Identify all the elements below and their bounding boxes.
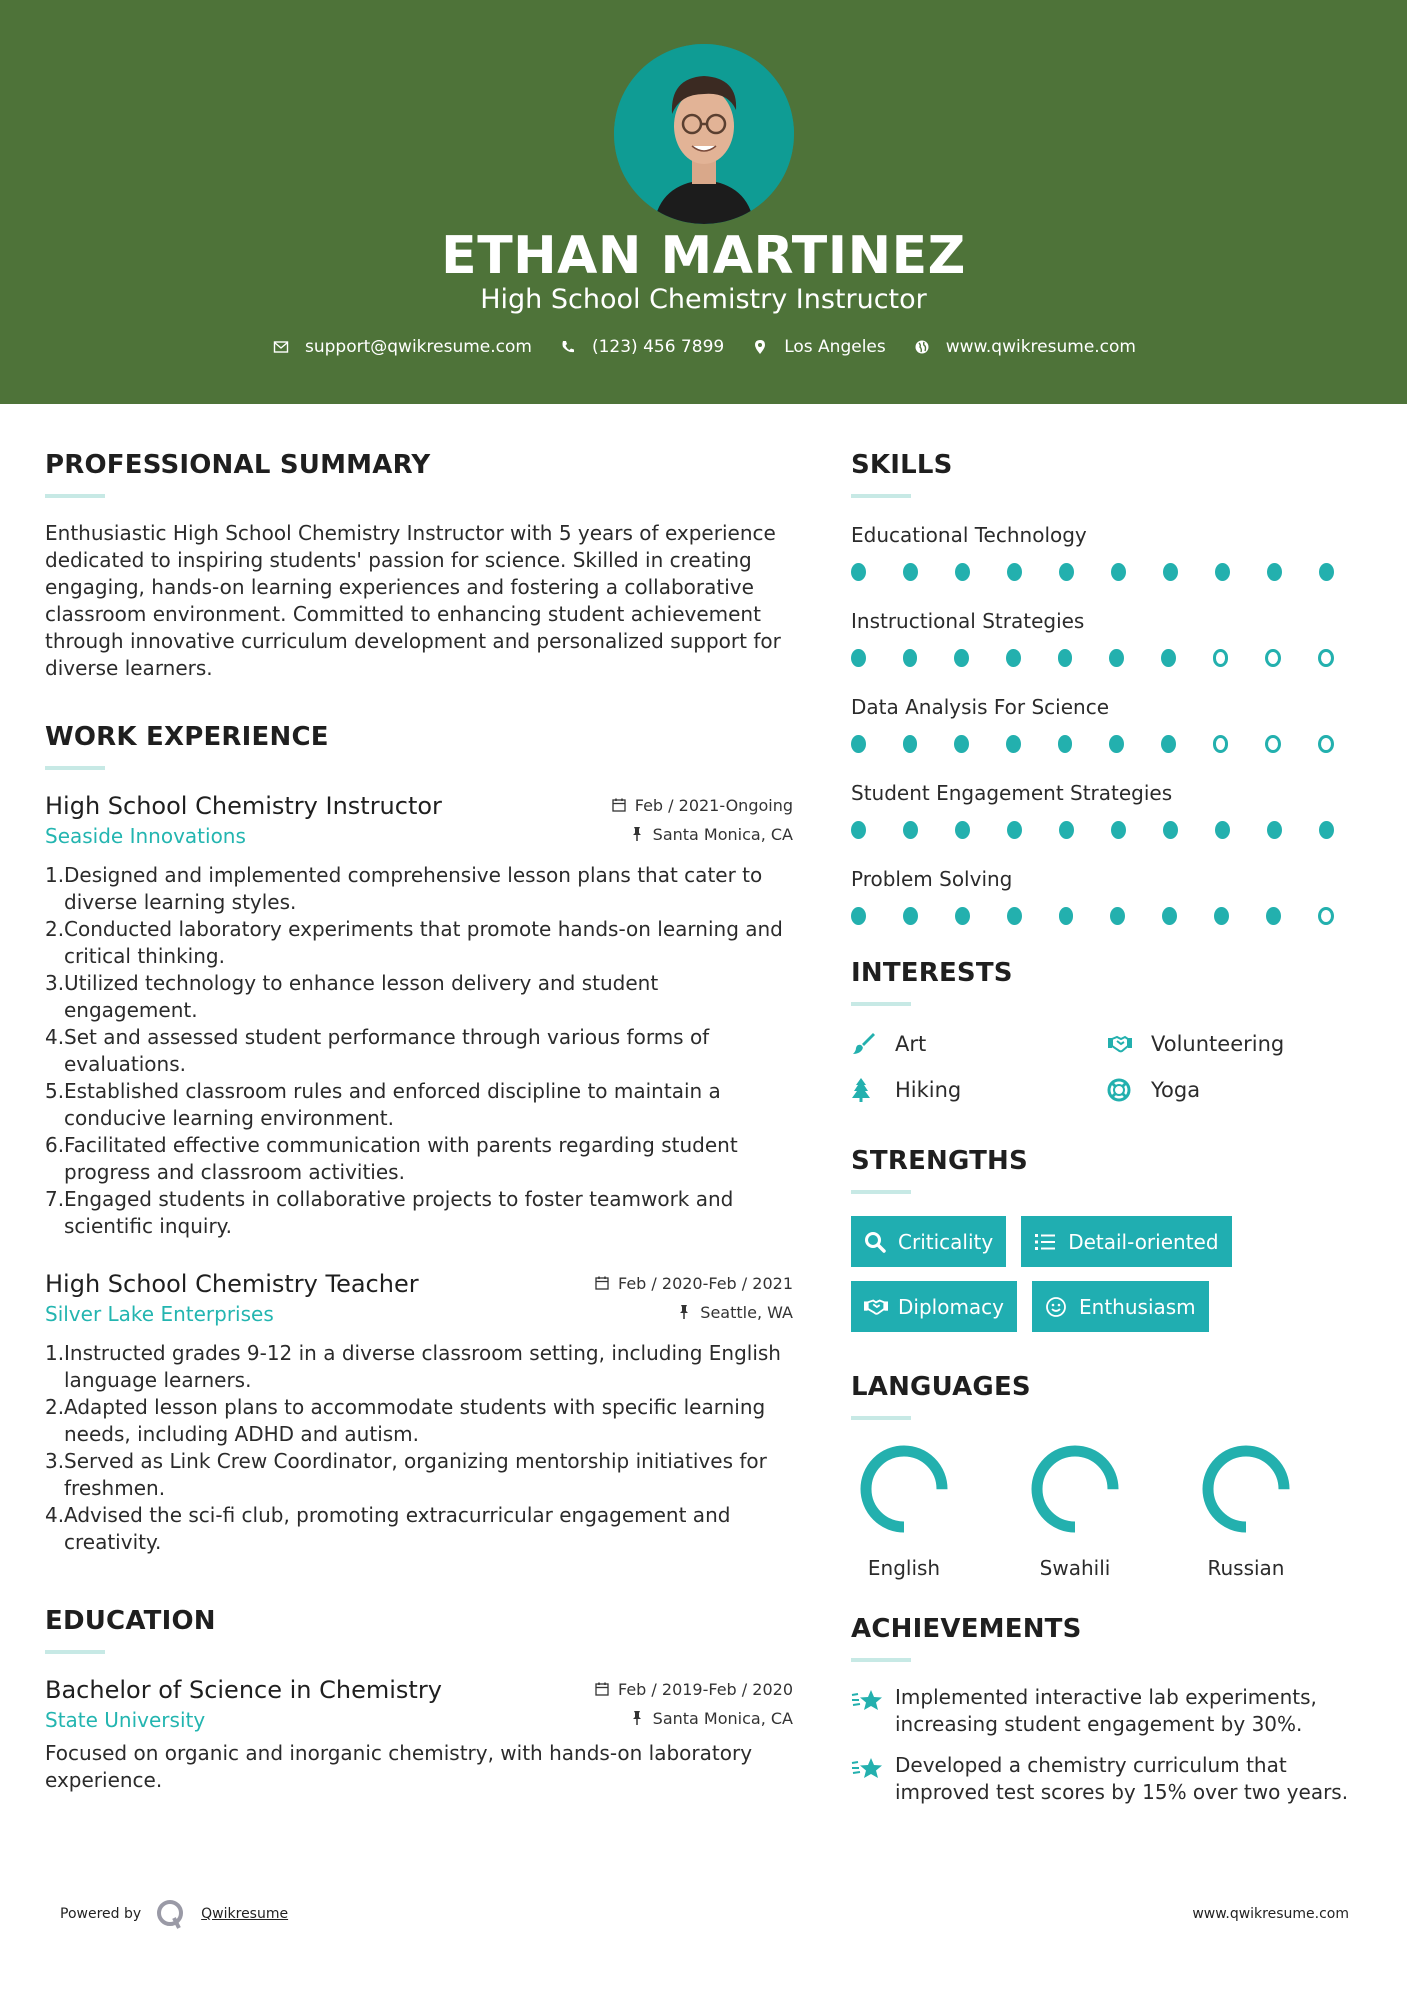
achievements-heading: ACHIEVEMENTS: [851, 1614, 1082, 1644]
achievement-item: Implemented interactive lab experiments, increasing student engagement by 30%.: [851, 1684, 1371, 1738]
rating-dot-filled: [1007, 563, 1022, 581]
job-location: [676, 1299, 793, 1325]
rating-dot-filled: [903, 821, 918, 839]
job-bullets: [45, 862, 793, 1240]
summary-section: [45, 450, 793, 682]
calendar-icon: [611, 797, 627, 813]
list-item: 1. Designed and implemented comprehensive lesson plans that cater to diverse learning styles.: [45, 863, 763, 914]
education-heading: EDUCATION: [45, 1606, 216, 1636]
job-title: High School Chemistry Teacher: [45, 1270, 419, 1298]
rating-dot-empty: [1318, 907, 1334, 925]
list-item: 1. Instructed grades 9-12 in a diverse classroom setting, including English language learners.: [45, 1341, 781, 1392]
experience-heading: WORK EXPERIENCE: [45, 722, 329, 752]
person-photo-icon: [614, 44, 794, 224]
skill-rating: [851, 722, 1371, 766]
section-divider: [851, 1002, 911, 1006]
list-item: 4. Advised the sci-fi club, promoting extracurricular engagement and creativity.: [45, 1503, 731, 1554]
experience-section: [45, 722, 793, 1556]
pushpin-icon: [676, 1304, 692, 1320]
rating-dot-filled: [1215, 821, 1230, 839]
rating-dot-filled: [954, 735, 969, 753]
rating-dot-filled: [1006, 735, 1021, 753]
education-location: [629, 1705, 793, 1731]
languages-heading: LANGUAGES: [851, 1372, 1031, 1402]
summary-text: Enthusiastic High School Chemistry Instructor with 5 years of experience dedicated to inspiring students' passion for science. Skilled in creating engaging, hands-on learning experiences and fostering a collaborative classroom environment. Committed to enhancing student achievement through innovative curriculum development and personalized support for diverse learners.: [45, 521, 781, 680]
rating-dot-filled: [903, 907, 918, 925]
rating-dot-filled: [1161, 649, 1176, 667]
skill-item: [851, 864, 1371, 938]
rating-dot-filled: [851, 907, 866, 925]
list-item: 4. Set and assessed student performance through various forms of evaluations.: [45, 1025, 710, 1076]
rating-dot-filled: [1059, 821, 1074, 839]
language-name: English: [867, 1556, 941, 1580]
rating-dot-filled: [1266, 907, 1281, 925]
rating-dot-empty: [1213, 649, 1229, 667]
job-dates: [611, 792, 793, 818]
qwikresume-logo-icon: [155, 1898, 187, 1930]
calendar-icon: [594, 1681, 610, 1697]
footer-powered-by: [60, 1898, 288, 1930]
contact-phone-text: (123) 456 7899: [591, 337, 725, 357]
rating-dot-filled: [903, 735, 918, 753]
education-location-text: Santa Monica, CA: [652, 1708, 793, 1728]
language-progress-ring-icon: [857, 1442, 951, 1536]
rating-dot-empty: [1318, 649, 1334, 667]
summary-heading: PROFESSIONAL SUMMARY: [45, 450, 431, 480]
language-name: Swahili: [1039, 1556, 1111, 1580]
skill-rating: [851, 550, 1371, 594]
list-item: 6. Facilitated effective communication with parents regarding student progress and classroom activities.: [45, 1133, 738, 1184]
paintbrush-icon: [851, 1031, 881, 1057]
skills-section: [851, 450, 1371, 938]
rating-dot-empty: [1318, 735, 1334, 753]
skill-item: [851, 778, 1371, 852]
section-divider: [851, 494, 911, 498]
footer-website[interactable]: www.qwikresume.com: [1192, 1906, 1349, 1922]
contact-email-text: support@qwikresume.com: [305, 337, 532, 357]
achievements-section: [851, 1614, 1371, 1806]
languages-section: [851, 1372, 1371, 1580]
rating-dot-filled: [1215, 563, 1230, 581]
envelope-icon: [271, 337, 291, 357]
rating-dot-filled: [1059, 907, 1074, 925]
rating-dot-filled: [851, 735, 866, 753]
life-ring-icon: [1107, 1077, 1137, 1103]
rating-dot-filled: [1267, 821, 1282, 839]
interests-list: [851, 1028, 1371, 1106]
rating-dot-filled: [955, 563, 970, 581]
job-bullets: [45, 1340, 793, 1556]
left-column: [45, 440, 793, 1824]
calendar-icon: [594, 1275, 610, 1291]
job-dates: [594, 1270, 793, 1296]
strength-tag: Enthusiasm: [1032, 1281, 1209, 1332]
rating-dot-filled: [1111, 563, 1126, 581]
strength-tag: Detail-oriented: [1021, 1216, 1231, 1267]
rating-dot-filled: [851, 563, 866, 581]
search-icon: [864, 1231, 888, 1253]
rating-dot-filled: [903, 563, 918, 581]
job-title: High School Chemistry Instructor: [45, 792, 442, 820]
company-name: Seaside Innovations: [45, 824, 246, 848]
rating-dot-filled: [1163, 563, 1178, 581]
skill-rating: [851, 636, 1371, 680]
company-name: Silver Lake Enterprises: [45, 1302, 274, 1326]
section-divider: [851, 1190, 911, 1194]
rating-dot-filled: [1007, 907, 1022, 925]
right-column: [851, 440, 1371, 1820]
interests-heading: INTERESTS: [851, 958, 1013, 988]
list-icon: [1034, 1231, 1058, 1253]
map-marker-icon: [750, 337, 770, 357]
education-entry: [45, 1676, 793, 1794]
skill-name: Problem Solving: [851, 867, 1013, 891]
rating-dot-filled: [1109, 649, 1124, 667]
rating-dot-filled: [1007, 821, 1022, 839]
skills-list: [851, 520, 1371, 938]
rating-dot-filled: [954, 649, 969, 667]
section-divider: [851, 1658, 911, 1662]
achievement-item: Developed a chemistry curriculum that improved test scores by 15% over two years.: [851, 1752, 1371, 1806]
rating-dot-filled: [1058, 649, 1073, 667]
rating-dot-filled: [1319, 563, 1334, 581]
interest-art: Art: [851, 1028, 1107, 1060]
strength-tag: Diplomacy: [851, 1281, 1017, 1332]
job-entry: [45, 792, 793, 1240]
rating-dot-empty: [1213, 735, 1229, 753]
language-item: [1022, 1442, 1193, 1580]
interests-section: [851, 958, 1371, 1106]
section-divider: [45, 766, 105, 770]
strengths-list: [851, 1216, 1371, 1332]
rating-dot-filled: [1058, 735, 1073, 753]
rating-dot-empty: [1265, 735, 1281, 753]
skill-item: [851, 692, 1371, 766]
rating-dot-filled: [1109, 735, 1124, 753]
contact-location-text: Los Angeles: [784, 337, 886, 357]
job-location-text: Santa Monica, CA: [652, 824, 793, 844]
rating-dot-filled: [1059, 563, 1074, 581]
star-achievement-icon: [851, 1684, 895, 1738]
contact-email[interactable]: [271, 337, 532, 357]
section-divider: [851, 1416, 911, 1420]
education-description: Focused on organic and inorganic chemistry, with hands-on laboratory experience.: [45, 1741, 753, 1792]
language-name: Russian: [1207, 1556, 1285, 1580]
interest-yoga: Yoga: [1107, 1074, 1357, 1106]
interest-volunteering: Volunteering: [1107, 1028, 1357, 1060]
job-location-text: Seattle, WA: [700, 1302, 793, 1322]
rating-dot-empty: [1265, 649, 1281, 667]
skill-name: Instructional Strategies: [851, 609, 1085, 633]
resume-header: [0, 0, 1407, 404]
job-entry: [45, 1270, 793, 1556]
candidate-name: ETHAN MARTINEZ: [441, 226, 966, 286]
rating-dot-filled: [1163, 821, 1178, 839]
section-divider: [45, 494, 105, 498]
rating-dot-filled: [955, 907, 970, 925]
job-dates-text: Feb / 2020-Feb / 2021: [618, 1273, 793, 1293]
education-section: [45, 1606, 793, 1794]
rating-dot-filled: [851, 821, 866, 839]
contact-location: [750, 337, 886, 357]
strengths-heading: STRENGTHS: [851, 1146, 1028, 1176]
list-item: 7. Engaged students in collaborative projects to foster teamwork and scientific inquiry.: [45, 1187, 734, 1238]
skills-heading: SKILLS: [851, 450, 953, 480]
list-item: 3. Utilized technology to enhance lesson delivery and student engagement.: [45, 971, 659, 1022]
interest-hiking: Hiking: [851, 1074, 1107, 1106]
job-location: [629, 821, 793, 847]
list-item: 2. Conducted laboratory experiments that promote hands-on learning and critical thinking.: [45, 917, 783, 968]
list-item: 5. Established classroom rules and enforced discipline to maintain a conducive learning environment.: [45, 1079, 721, 1130]
skill-name: Data Analysis For Science: [851, 695, 1110, 719]
list-item: 3. Served as Link Crew Coordinator, organizing mentorship initiatives for freshmen.: [45, 1449, 767, 1500]
degree-title: Bachelor of Science in Chemistry: [45, 1676, 442, 1704]
contact-website[interactable]: [912, 337, 1136, 357]
star-achievement-icon: [851, 1752, 895, 1806]
skill-name: Student Engagement Strategies: [851, 781, 1173, 805]
language-item: [1193, 1442, 1364, 1580]
rating-dot-filled: [1006, 649, 1021, 667]
rating-dot-filled: [903, 649, 918, 667]
globe-icon: [912, 337, 932, 357]
education-dates-text: Feb / 2019-Feb / 2020: [618, 1679, 793, 1699]
strengths-section: [851, 1146, 1371, 1332]
job-dates-text: Feb / 2021-Ongoing: [634, 795, 793, 815]
candidate-title: High School Chemistry Instructor: [480, 284, 927, 315]
school-name: State University: [45, 1708, 206, 1732]
handshake-icon: [1107, 1031, 1137, 1057]
strength-tag: Criticality: [851, 1216, 1006, 1267]
smile-icon: [1045, 1296, 1069, 1318]
language-item: [851, 1442, 1022, 1580]
pushpin-icon: [629, 826, 645, 842]
powered-by-label: Powered by: [60, 1906, 142, 1922]
pushpin-icon: [629, 1710, 645, 1726]
phone-icon: [558, 337, 578, 357]
profile-photo: [614, 44, 794, 224]
education-dates: [594, 1676, 793, 1702]
rating-dot-filled: [1111, 821, 1126, 839]
rating-dot-filled: [1162, 907, 1177, 925]
skill-name: Educational Technology: [851, 523, 1087, 547]
rating-dot-filled: [851, 649, 866, 667]
rating-dot-filled: [1267, 563, 1282, 581]
skill-item: [851, 606, 1371, 680]
language-progress-ring-icon: [1199, 1442, 1293, 1536]
tree-icon: [851, 1077, 881, 1103]
skill-item: [851, 520, 1371, 594]
section-divider: [45, 1650, 105, 1654]
list-item: 2. Adapted lesson plans to accommodate students with specific learning needs, including ADHD and autism.: [45, 1395, 766, 1446]
rating-dot-filled: [1214, 907, 1229, 925]
languages-list: [851, 1442, 1371, 1580]
rating-dot-filled: [1161, 735, 1176, 753]
contact-website-text: www.qwikresume.com: [945, 337, 1136, 357]
rating-dot-filled: [1319, 821, 1334, 839]
rating-dot-filled: [1110, 907, 1125, 925]
skill-rating: [851, 808, 1371, 852]
handshake-icon: [864, 1296, 888, 1318]
rating-dot-filled: [955, 821, 970, 839]
contact-phone[interactable]: [558, 337, 724, 357]
language-progress-ring-icon: [1028, 1442, 1122, 1536]
contact-bar: [0, 337, 1407, 357]
skill-rating: [851, 894, 1371, 938]
qwikresume-link[interactable]: Qwikresume: [201, 1906, 289, 1922]
